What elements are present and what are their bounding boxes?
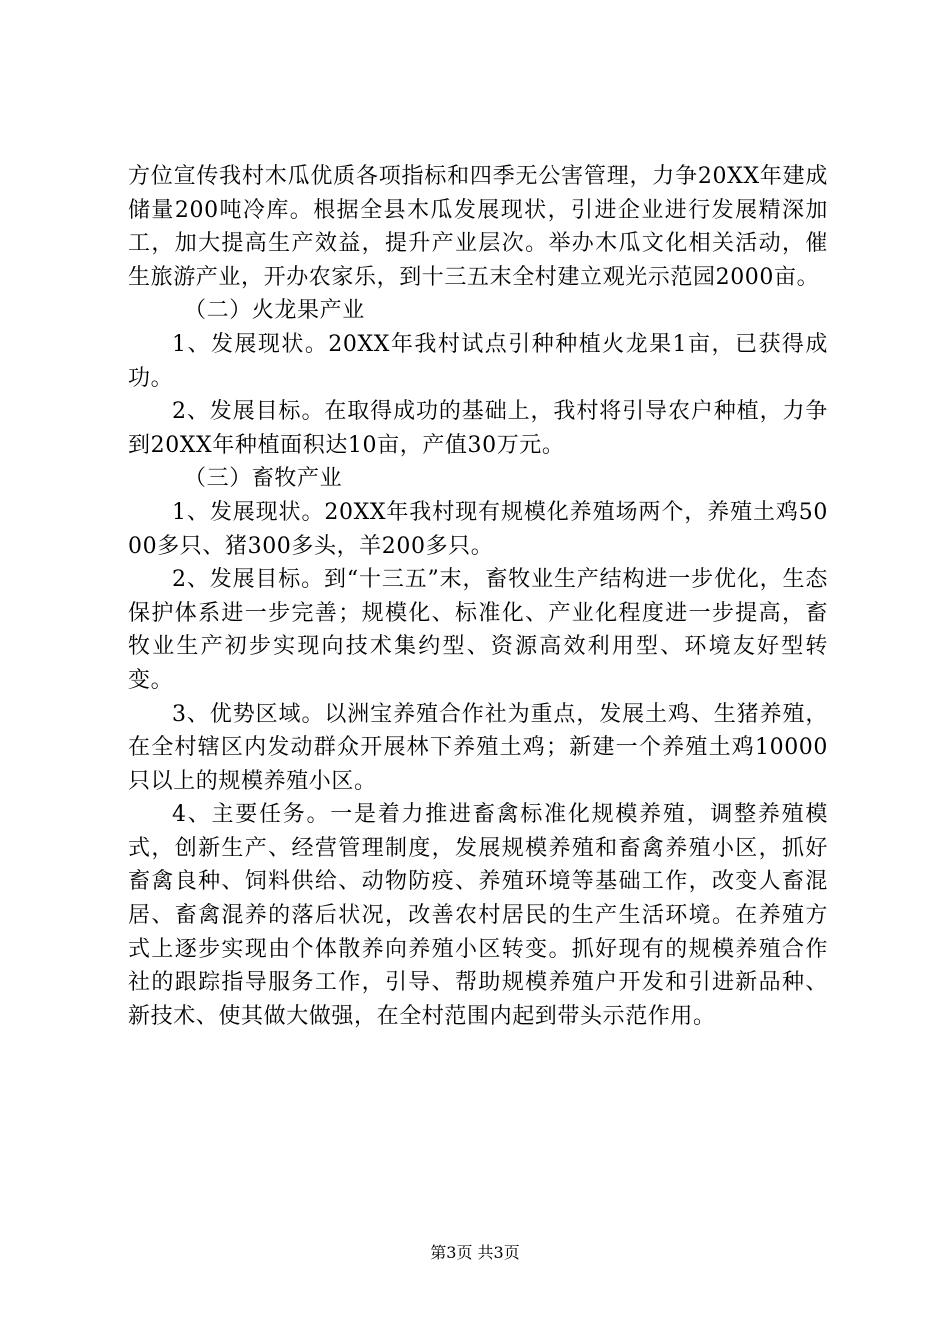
paragraph-livestock-tasks: 4、主要任务。一是着力推进畜禽标准化规模养殖，调整养殖模式，创新生产、经营管理制度，发展规模养殖和畜禽养殖小区，抓好畜禽良种、饲料供给、动物防疫、养殖环境等基础工作，改变人畜混居、畜禽混养的落后状况，改善农村居民的生产生活环境。在养殖方式上逐步实现由个体散养向养殖小区转变。抓好现有的规模养殖合作社的跟踪指导服务工作，引导、帮助规模养殖户开发和引进新品种、新技术、使其做大做强，在全村范围内起到带头示范作用。 xyxy=(128,802,828,1029)
section-heading-pitaya: （二）火龙果产业 xyxy=(184,298,365,324)
paragraph-livestock-region: 3、优势区域。以洲宝养殖合作社为重点，发展土鸡、生猪养殖，在全村辖区内发动群众开展林下养殖土鸡；新建一个养殖土鸡10000只以上的规模养殖小区。 xyxy=(128,701,828,794)
page-footer: 第3页 共3页 xyxy=(430,1243,520,1262)
paragraph-pitaya-goal: 2、发展目标。在取得成功的基础上，我村将引导农户种植，力争到20XX年种植面积达10亩，产值30万元。 xyxy=(128,399,828,458)
paragraph-mugua-plan: 方位宣传我村木瓜优质各项指标和四季无公害管理，力争20XX年建成储量200吨冷库。根据全县木瓜发展现状，引进企业进行发展精深加工，加大提高生产效益，提升产业层次。举办木瓜文化相关活动，催生旅游产业，开办农家乐，到十三五末全村建立观光示范园2000亩。 xyxy=(128,164,828,290)
section-heading-livestock: （三）畜牧产业 xyxy=(184,466,343,492)
paragraph-pitaya-status: 1、发展现状。20XX年我村试点引种种植火龙果1亩，已获得成功。 xyxy=(128,331,828,391)
document-body xyxy=(128,160,828,1033)
paragraph-livestock-status: 1、发展现状。20XX年我村现有规模化养殖场两个，养殖土鸡5000多只、猪300多头，羊200多只。 xyxy=(128,499,828,559)
paragraph-livestock-goal: 2、发展目标。到“十三五”末，畜牧业生产结构进一步优化，生态保护体系进一步完善；规模化、标准化、产业化程度进一步提高，畜牧业生产初步实现向技术集约型、资源高效利用型、环境友好型转变。 xyxy=(128,567,828,693)
